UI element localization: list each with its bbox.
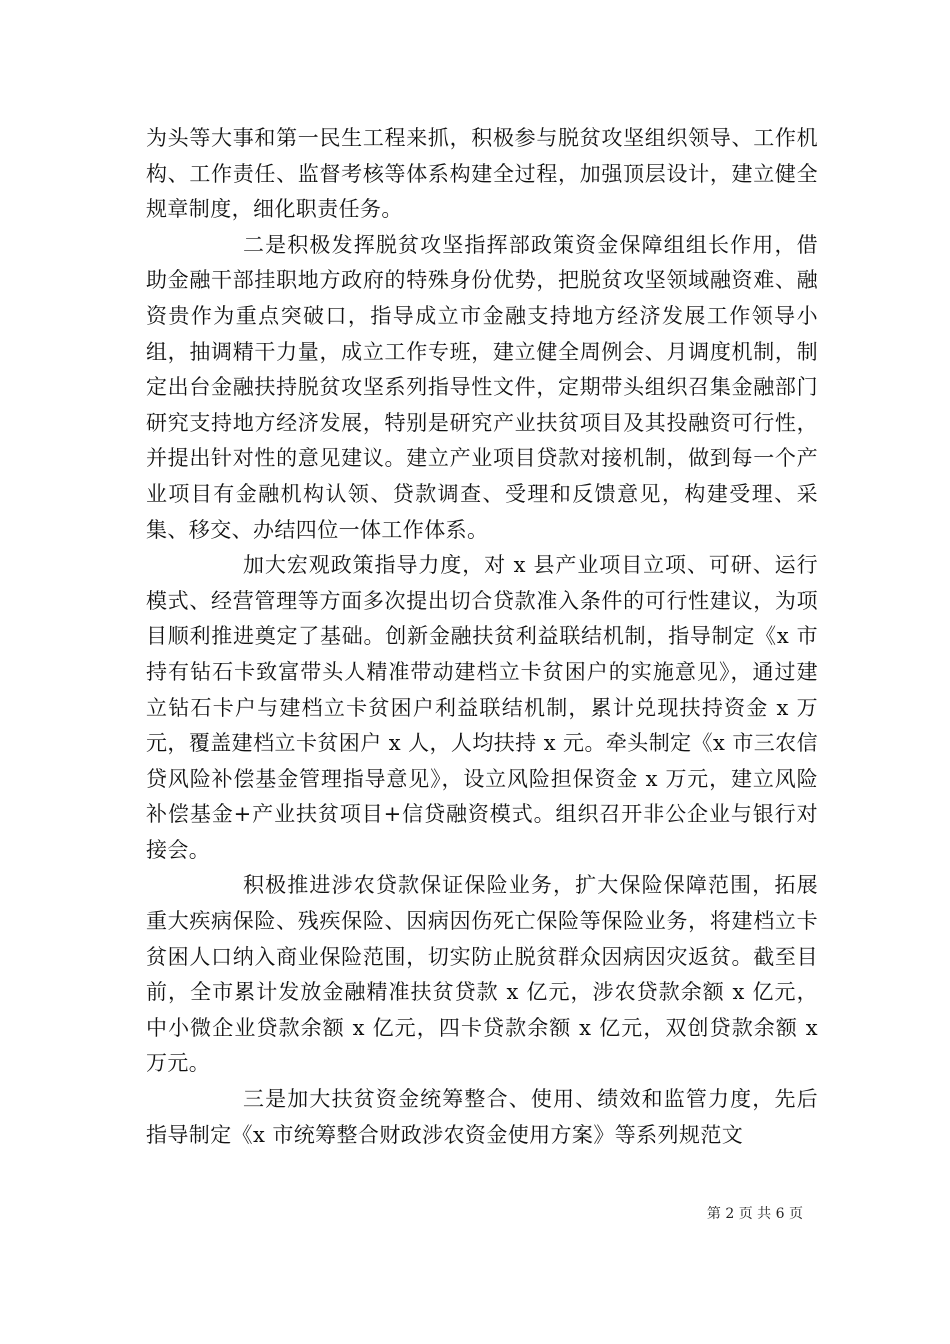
- body-text: [146, 121, 818, 1153]
- paragraph-three: 三是加大扶贫资金统筹整合、使用、绩效和监管力度，先后指导制定《x 市统筹整合财政涉农资金使用方案》等系列规范文: [146, 1087, 818, 1147]
- paragraph-insurance: 积极推进涉农贷款保证保险业务，扩大保险保障范围，拓展重大疾病保险、残疾保险、因病因伤死亡保险等保险业务，将建档立卡贫困人口纳入商业保险范围，切实防止脱贫群众因病因灾返贫。截至目前，全市累计发放金融精准扶贫贷款 x 亿元，涉农贷款余额 x 亿元，中小微企业贷款余额 x 亿元，四卡贷款余额 x 亿元，双创贷款余额 x 万元。: [146, 873, 818, 1076]
- page-number-footer: 第 2 页 共 6 页: [706, 1206, 803, 1222]
- paragraph-two: 二是积极发挥脱贫攻坚指挥部政策资金保障组组长作用，借助金融干部挂职地方政府的特殊身份优势，把脱贫攻坚领域融资难、融资贵作为重点突破口，指导成立市金融支持地方经济发展工作领导小组，抽调精干力量，成立工作专班，建立健全周例会、月调度机制，制定出台金融扶持脱贫攻坚系列指导性文件，定期带头组织召集金融部门研究支持地方经济发展，特别是研究产业扶贫项目及其投融资可行性，并提出针对性的意见建议。建立产业项目贷款对接机制，做到每一个产业项目有金融机构认领、贷款调查、受理和反馈意见，构建受理、采集、移交、办结四位一体工作体系。: [146, 232, 818, 542]
- paragraph-policy-guidance: 加大宏观政策指导力度，对 x 县产业项目立项、可研、运行模式、经营管理等方面多次提出切合贷款准入条件的可行性建议，为项目顺利推进奠定了基础。创新金融扶贫利益联结机制，指导制定《x 市持有钻石卡致富带头人精准带动建档立卡贫困户的实施意见》，通过建立钻石卡户与建档立卡贫困户利益联结机制，累计兑现扶持资金 x 万元，覆盖建档立卡贫困户 x 人，人均扶持 x 元。牵头制定《x 市三农信贷风险补偿基金管理指导意见》，设立风险担保资金 x 万元，建立风险补偿基金+产业扶贫项目+信贷融资模式。组织召开非公企业与银行对接会。: [146, 553, 818, 862]
- paragraph-continuation: 为头等大事和第一民生工程来抓，积极参与脱贫攻坚组织领导、工作机构、工作责任、监督考核等体系构建全过程，加强顶层设计，建立健全规章制度，细化职责任务。: [146, 126, 818, 222]
